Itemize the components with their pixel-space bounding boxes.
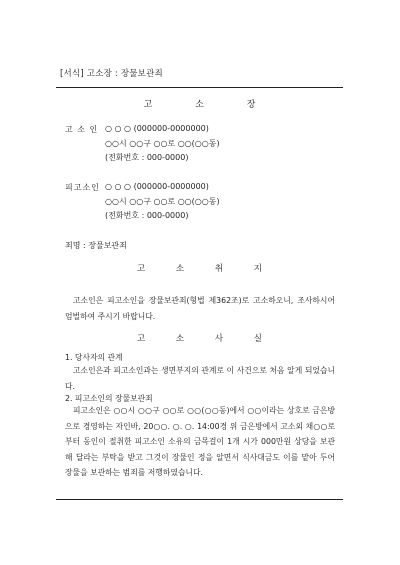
- facts-section-title: 고 소 사 실: [137, 334, 276, 344]
- fact-1-paragraph: 고소인은과 피고소인과는 생면부지의 관계로 이 사건으로 처음 알게 되었습니다.: [65, 366, 335, 391]
- fact-2-paragraph: 피고소인은 ○○시 ○○구 ○○로 ○○(○○동)에서 ○○이라는 상호로 금은방으로 경영하는 자인바, 20○○. ○. ○. 14:00경 위 금은방에서 고소외 채○○로부터 동인이 절취한 피고소인 소유의 금목걸이 1개 시가 000만원 상당을 보관해 달라는 부탁을 받고 그것이 장물인 정을 알면서 식사대금도 이를 맡아 두어 장물을 보관하는 범죄를 저행하였습니다.: [65, 406, 335, 477]
- fact-1-heading: 1. 당사자의 관계: [65, 353, 123, 362]
- crime-name: 죄명 : 장물보관죄: [65, 241, 127, 250]
- fact-2-heading: 2. 피고소인의 장물보관죄: [65, 394, 153, 403]
- document-title: 고 소 장: [143, 100, 276, 110]
- complainant-name-line: ○ ○ ○ (000000-0000000): [105, 124, 209, 133]
- accused-address: ○○시 ○○구 ○○로 ○○(○○동): [105, 197, 220, 206]
- complainant-block: [65, 124, 220, 162]
- accused-role-label: 피고소인: [65, 183, 100, 192]
- complainant-role-label: 고 소 인: [65, 125, 99, 134]
- complainant-address: ○○시 ○○구 ○○로 ○○(○○동): [105, 139, 220, 148]
- purpose-paragraph: 고소인은 피고소인을 장물보관죄(형법 제362조)로 고소하오니, 조사하시어 엄벌하여 주시기 바랍니다.: [65, 296, 335, 321]
- accused-block: [65, 182, 220, 220]
- purpose-section-title: 고 소 취 지: [137, 264, 276, 274]
- form-caption: [서식] 고소장 : 장물보관죄: [60, 69, 163, 79]
- accused-name-line: ○ ○ ○ (000000-0000000): [105, 182, 209, 191]
- complainant-phone: (전화번호 : 000-0000): [105, 153, 189, 162]
- accused-phone: (전화번호 : 000-0000): [105, 211, 189, 220]
